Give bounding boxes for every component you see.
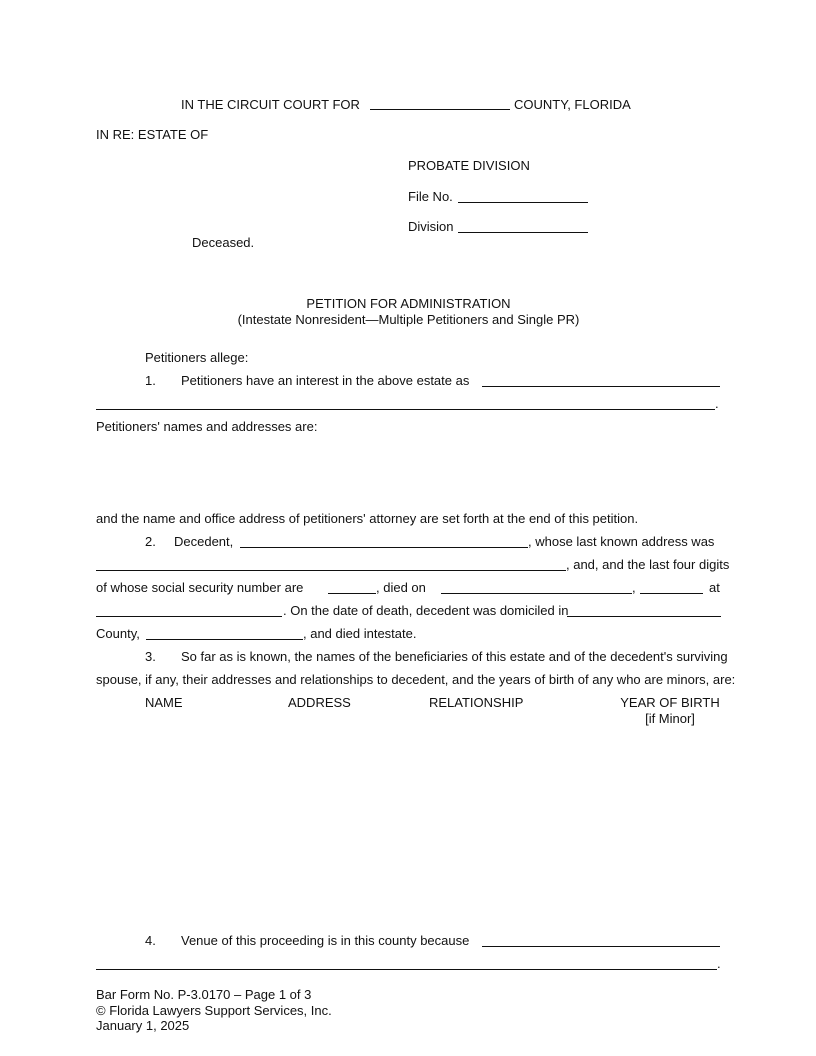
petition-subtitle: (Intestate Nonresident—Multiple Petitioners and Single PR): [237, 312, 580, 327]
p3-line1: So far as is known, the names of the beneficiaries of this estate and of the decedent's surviving: [181, 649, 728, 664]
court-prefix: IN THE CIRCUIT COURT FOR: [181, 97, 360, 112]
names-addresses-label: Petitioners' names and addresses are:: [96, 419, 318, 434]
decedent-name-blank[interactable]: [240, 547, 528, 548]
p1-text: Petitioners have an interest in the above estate as: [181, 373, 470, 388]
p3-line2: spouse, if any, their addresses and relationships to decedent, and the years of birth of any who are minors, are:: [96, 672, 736, 687]
last-address-blank[interactable]: [96, 570, 566, 571]
county-blank[interactable]: [370, 109, 510, 110]
footer-form-no: Bar Form No. P-3.0170 – Page 1 of 3: [96, 987, 312, 1002]
venue-blank-2[interactable]: [96, 969, 717, 970]
footer-date: January 1, 2025: [96, 1018, 190, 1033]
domicile-county-blank[interactable]: [146, 639, 303, 640]
interest-blank-2[interactable]: [96, 409, 715, 410]
petition-title: PETITION FOR ADMINISTRATION: [306, 296, 511, 311]
interest-blank[interactable]: [482, 386, 720, 387]
p2-whose: , whose last known address was: [528, 534, 715, 549]
ssn-blank[interactable]: [328, 593, 376, 594]
p1-number: 1.: [145, 373, 156, 388]
p2-at: at: [709, 580, 720, 595]
court-suffix: COUNTY, FLORIDA: [514, 97, 631, 112]
p4-text: Venue of this proceeding is in this county because: [181, 933, 470, 948]
p1-period: .: [715, 396, 719, 411]
file-no-label: File No.: [408, 189, 453, 204]
footer-copyright: © Florida Lawyers Support Services, Inc.: [96, 1003, 332, 1018]
p4-number: 4.: [145, 933, 156, 948]
file-no-blank[interactable]: [458, 202, 588, 203]
venue-blank[interactable]: [482, 946, 720, 947]
deceased-label: Deceased.: [192, 235, 255, 250]
col-address: ADDRESS: [288, 695, 351, 710]
p2-and-digits: , and, and the last four digits: [566, 557, 730, 572]
place-of-death-blank[interactable]: [96, 616, 282, 617]
p2-decedent: Decedent,: [174, 534, 234, 549]
col-relationship: RELATIONSHIP: [429, 695, 524, 710]
p2-number: 2.: [145, 534, 156, 549]
in-re-label: IN RE: ESTATE OF: [96, 127, 209, 142]
p2-intestate: , and died intestate.: [303, 626, 417, 641]
probate-division: PROBATE DIVISION: [408, 158, 530, 173]
year-of-death-blank[interactable]: [640, 593, 703, 594]
p2-comma: ,: [632, 580, 636, 595]
domicile-blank[interactable]: [567, 616, 721, 617]
p2-died-on: , died on: [376, 580, 426, 595]
col-name: NAME: [145, 695, 183, 710]
p4-period: .: [717, 956, 721, 971]
col-if-minor: [if Minor]: [645, 711, 695, 726]
date-of-death-blank[interactable]: [441, 593, 632, 594]
attorney-line: and the name and office address of petitioners' attorney are set forth at the end of this petition.: [96, 511, 639, 526]
col-year-of-birth: YEAR OF BIRTH: [620, 695, 720, 710]
division-label: Division: [408, 219, 454, 234]
p2-ssn: of whose social security number are: [96, 580, 304, 595]
allege-label: Petitioners allege:: [145, 350, 249, 365]
p2-county: County,: [96, 626, 140, 641]
division-blank[interactable]: [458, 232, 588, 233]
p3-number: 3.: [145, 649, 156, 664]
p2-domicile: . On the date of death, decedent was domiciled in: [283, 603, 569, 618]
